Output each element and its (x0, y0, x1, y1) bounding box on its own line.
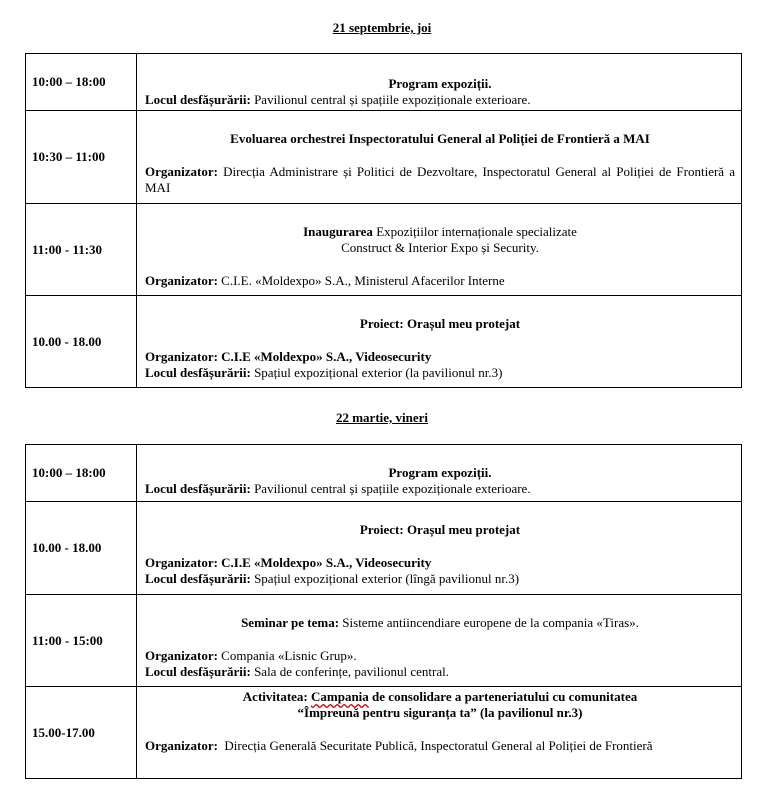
table-row (26, 296, 742, 388)
organizer-label: Organizator: (145, 164, 218, 179)
organizer-text: Direcția Generală Securitate Publică, Inspectoratul General al Poliției de Frontieră (224, 738, 653, 753)
table-row (26, 502, 742, 595)
organizer-label: Organizator: (145, 648, 218, 663)
event-cell (137, 687, 742, 779)
time-cell: 10:00 – 18:00 (26, 54, 137, 111)
event-cell (137, 502, 742, 595)
event-title: Activitatea: Campania de consolidare a parteneriatului cu comunitatea (242, 689, 638, 704)
event-title-line2: “Împreună pentru siguranța ta” (la pavilionul nr.3) (297, 705, 583, 720)
organizer-label: Organizator: (145, 738, 218, 753)
time-cell: 10:30 – 11:00 (26, 111, 137, 204)
organizer-text: Compania «Lisnic Grup». (221, 648, 357, 663)
event-organizer (145, 349, 735, 365)
schedule-table (25, 53, 742, 388)
event-title-line2: Construct & Interior Expo și Security. (341, 240, 539, 255)
organizer-text: C.I.E «Moldexpo» S.A., Videosecurity (221, 555, 432, 570)
event-cell (137, 296, 742, 388)
time-cell: 11:00 - 15:00 (26, 595, 137, 687)
venue-text: Spațiul expozițional exterior (la pavilionul nr.3) (254, 365, 503, 380)
venue-label: Locul desfășurării: (145, 664, 251, 679)
time-cell: 10.00 - 18.00 (26, 502, 137, 595)
event-title: Seminar pe tema: Sisteme antiincendiare europene de la compania «Tiras». (241, 615, 639, 630)
event-organizer (145, 738, 735, 754)
venue-text: Spațiul expozițional exterior (lîngă pavilionul nr.3) (254, 571, 520, 586)
event-organizer (145, 555, 735, 571)
table-row (26, 204, 742, 296)
table-row (26, 54, 742, 111)
time-cell: 15.00-17.00 (26, 687, 137, 779)
table-row (26, 111, 742, 204)
event-title: Program expoziții. (388, 76, 492, 91)
table-row (26, 445, 742, 502)
event-title: Proiect: Orașul meu protejat (359, 316, 521, 331)
schedule-table (25, 444, 742, 779)
event-cell (137, 111, 742, 204)
venue-text: Sala de conferințe, pavilionul central. (254, 664, 449, 679)
venue-text: Pavilionul central și spațiile expoziționale exterioare. (254, 481, 531, 496)
event-cell (137, 54, 742, 111)
venue-label: Locul desfășurării: (145, 571, 251, 586)
day-heading: 22 martie, vineri (335, 410, 429, 425)
venue-text: Pavilionul central și spațiile expoziționale exterioare. (254, 92, 531, 107)
event-venue (145, 571, 735, 587)
venue-label: Locul desfășurării: (145, 481, 251, 496)
organizer-text: Direcția Administrare și Politici de Dezvoltare, Inspectoratul General al Poliției de Frontieră a MAI (145, 164, 735, 195)
event-title: Program expoziții. (388, 465, 492, 480)
table-row (26, 687, 742, 779)
table-row (26, 595, 742, 687)
event-organizer (145, 273, 735, 289)
event-title: Proiect: Orașul meu protejat (359, 522, 521, 537)
time-cell: 10.00 - 18.00 (26, 296, 137, 388)
event-organizer (145, 648, 735, 664)
day-heading: 21 septembrie, joi (332, 20, 432, 35)
event-title: Inaugurarea Expozițiilor internaționale specializate (303, 224, 577, 239)
event-venue (145, 481, 735, 497)
event-organizer (145, 164, 735, 196)
event-title: Evoluarea orchestrei Inspectoratului General al Poliției de Frontieră a MAI (230, 131, 650, 146)
organizer-text: C.I.E «Moldexpo» S.A., Videosecurity (221, 349, 432, 364)
venue-label: Locul desfășurării: (145, 365, 251, 380)
event-venue (145, 664, 735, 680)
organizer-label: Organizator: (145, 555, 218, 570)
event-cell (137, 445, 742, 502)
event-cell (137, 204, 742, 296)
venue-label: Locul desfășurării: (145, 92, 251, 107)
event-cell (137, 595, 742, 687)
time-cell: 10:00 – 18:00 (26, 445, 137, 502)
organizer-label: Organizator: (145, 273, 218, 288)
organizer-text: C.I.E. «Moldexpo» S.A., Ministerul Afacerilor Interne (221, 273, 505, 288)
organizer-label: Organizator: (145, 349, 218, 364)
event-venue (145, 365, 735, 381)
time-cell: 11:00 - 11:30 (26, 204, 137, 296)
event-venue (145, 92, 735, 108)
